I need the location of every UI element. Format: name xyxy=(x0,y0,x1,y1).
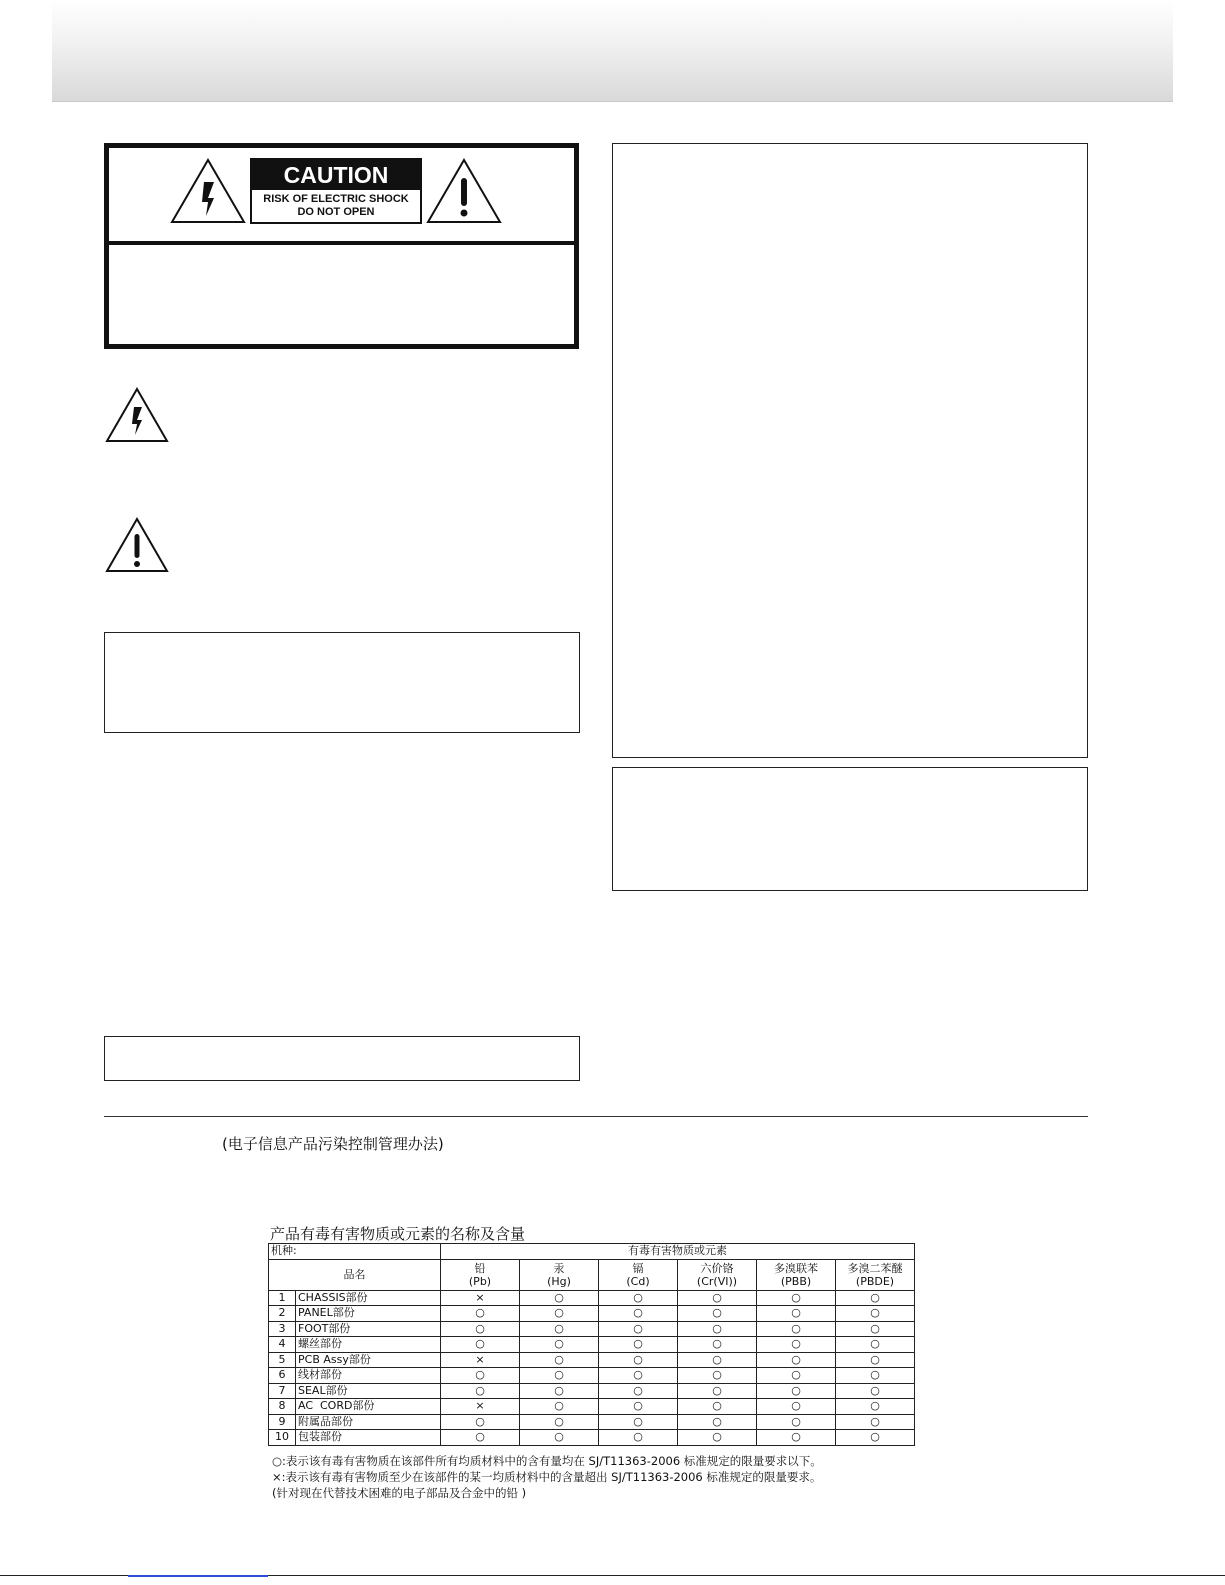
substance-header: 多溴二苯醚 (PBDE) xyxy=(836,1259,915,1290)
substance-mark: ○ xyxy=(678,1368,757,1384)
part-name: FOOT部份 xyxy=(296,1321,441,1337)
substance-mark: ○ xyxy=(599,1337,678,1353)
table-row xyxy=(269,1383,915,1399)
substance-mark: ○ xyxy=(678,1290,757,1306)
lightning-warning-icon xyxy=(170,158,246,224)
substance-mark: ○ xyxy=(678,1383,757,1399)
row-number: 10 xyxy=(269,1430,296,1446)
model-label: 机种: xyxy=(269,1244,441,1260)
exclamation-warning-icon xyxy=(426,158,502,224)
substance-mark: ○ xyxy=(520,1399,599,1415)
row-number: 2 xyxy=(269,1306,296,1322)
substance-header: 汞 (Hg) xyxy=(520,1259,599,1290)
header-band xyxy=(52,0,1173,102)
substance-mark: ○ xyxy=(678,1352,757,1368)
hazard-table-caption: 产品有毒有害物质或元素的名称及含量 xyxy=(270,1225,526,1243)
substance-mark: ○ xyxy=(836,1368,915,1384)
substance-mark: ○ xyxy=(441,1337,520,1353)
substance-mark: ○ xyxy=(441,1383,520,1399)
caution-title: CAUTION xyxy=(252,160,420,190)
substance-mark: ○ xyxy=(599,1306,678,1322)
substance-mark: ○ xyxy=(520,1321,599,1337)
table-row xyxy=(269,1352,915,1368)
substance-mark: ○ xyxy=(599,1352,678,1368)
part-name: 螺丝部份 xyxy=(296,1337,441,1353)
substance-mark: ○ xyxy=(599,1430,678,1446)
substance-mark: ○ xyxy=(836,1383,915,1399)
substance-header: 六价铬 (Cr(VI)) xyxy=(678,1259,757,1290)
substance-mark: × xyxy=(441,1352,520,1368)
row-number: 7 xyxy=(269,1383,296,1399)
substance-mark: ○ xyxy=(599,1368,678,1384)
row-number: 3 xyxy=(269,1321,296,1337)
bottom-link-underline xyxy=(128,1575,268,1577)
substance-mark: ○ xyxy=(836,1290,915,1306)
substance-mark: ○ xyxy=(599,1383,678,1399)
caution-divider xyxy=(104,241,579,245)
substance-mark: ○ xyxy=(441,1306,520,1322)
section-divider xyxy=(104,1116,1088,1117)
substance-mark: ○ xyxy=(599,1399,678,1415)
row-number: 8 xyxy=(269,1399,296,1415)
part-name: 线材部份 xyxy=(296,1368,441,1384)
table-header-row xyxy=(269,1244,915,1260)
substance-mark: ○ xyxy=(757,1414,836,1430)
caution-line-2: DO NOT OPEN xyxy=(297,206,375,218)
substance-mark: ○ xyxy=(678,1414,757,1430)
substance-mark: × xyxy=(441,1399,520,1415)
part-name-header: 品名 xyxy=(269,1259,441,1290)
table-row xyxy=(269,1414,915,1430)
substance-mark: ○ xyxy=(678,1337,757,1353)
row-number: 9 xyxy=(269,1414,296,1430)
notice-box-right xyxy=(612,767,1088,891)
table-row xyxy=(269,1399,915,1415)
lightning-symbol-icon xyxy=(105,387,169,443)
notice-box-small xyxy=(104,1036,580,1081)
table-row xyxy=(269,1290,915,1306)
substance-mark: ○ xyxy=(836,1352,915,1368)
substance-mark: × xyxy=(441,1290,520,1306)
row-number: 6 xyxy=(269,1368,296,1384)
row-number: 5 xyxy=(269,1352,296,1368)
substance-mark: ○ xyxy=(599,1290,678,1306)
substance-mark: ○ xyxy=(836,1321,915,1337)
table-row xyxy=(269,1430,915,1446)
substance-mark: ○ xyxy=(757,1352,836,1368)
substance-mark: ○ xyxy=(757,1383,836,1399)
substance-mark: ○ xyxy=(441,1321,520,1337)
substance-mark: ○ xyxy=(520,1337,599,1353)
substance-mark: ○ xyxy=(520,1383,599,1399)
substance-mark: ○ xyxy=(836,1399,915,1415)
exclamation-symbol-icon xyxy=(105,517,169,573)
row-number: 1 xyxy=(269,1290,296,1306)
substance-group-header: 有毒有害物质或元素 xyxy=(441,1244,915,1260)
part-name: PANEL部份 xyxy=(296,1306,441,1322)
substance-mark: ○ xyxy=(520,1306,599,1322)
table-row xyxy=(269,1306,915,1322)
substance-mark: ○ xyxy=(757,1368,836,1384)
china-law-reference: (电子信息产品污染控制管理办法) xyxy=(222,1135,444,1153)
legend-cross-note: ×:表示该有毒有害物质至少在该部件的某一均质材料中的含量超出 SJ/T11363-2006 标准规定的限量要求。 xyxy=(272,1470,822,1484)
lead-exemption-note: (针对现在代替技术困难的电子部品及合金中的铅 ) xyxy=(272,1486,527,1500)
substance-mark: ○ xyxy=(757,1337,836,1353)
substance-mark: ○ xyxy=(836,1306,915,1322)
substance-mark: ○ xyxy=(836,1430,915,1446)
substance-mark: ○ xyxy=(441,1414,520,1430)
substance-header: 镉 (Cd) xyxy=(599,1259,678,1290)
substance-mark: ○ xyxy=(678,1321,757,1337)
substance-mark: ○ xyxy=(757,1306,836,1322)
substance-mark: ○ xyxy=(678,1306,757,1322)
part-name: AC CORD部份 xyxy=(296,1399,441,1415)
substance-mark: ○ xyxy=(441,1368,520,1384)
substance-mark: ○ xyxy=(757,1430,836,1446)
substance-mark: ○ xyxy=(520,1414,599,1430)
legend-circle-note: ○:表示该有毒有害物质在该部件所有均质材料中的含有量均在 SJ/T11363-2006 标准规定的限量要求以下。 xyxy=(272,1454,822,1468)
substance-mark: ○ xyxy=(678,1430,757,1446)
substance-header: 多溴联苯 (PBB) xyxy=(757,1259,836,1290)
substance-mark: ○ xyxy=(520,1290,599,1306)
substance-mark: ○ xyxy=(757,1399,836,1415)
row-number: 4 xyxy=(269,1337,296,1353)
substance-mark: ○ xyxy=(441,1430,520,1446)
hazard-substance-table xyxy=(268,1243,915,1446)
part-name: CHASSIS部份 xyxy=(296,1290,441,1306)
part-name: SEAL部份 xyxy=(296,1383,441,1399)
substance-mark: ○ xyxy=(599,1321,678,1337)
table-subheader-row xyxy=(269,1259,915,1290)
substance-mark: ○ xyxy=(520,1430,599,1446)
instructions-box xyxy=(612,143,1088,758)
substance-mark: ○ xyxy=(520,1352,599,1368)
part-name: 包装部份 xyxy=(296,1430,441,1446)
substance-mark: ○ xyxy=(836,1414,915,1430)
substance-mark: ○ xyxy=(678,1399,757,1415)
part-name: PCB Assy部份 xyxy=(296,1352,441,1368)
part-name: 附属品部份 xyxy=(296,1414,441,1430)
substance-mark: ○ xyxy=(836,1337,915,1353)
substance-header: 铅 (Pb) xyxy=(441,1259,520,1290)
substance-mark: ○ xyxy=(599,1414,678,1430)
notice-box xyxy=(104,632,580,733)
substance-mark: ○ xyxy=(757,1321,836,1337)
substance-mark: ○ xyxy=(757,1290,836,1306)
table-row xyxy=(269,1368,915,1384)
caution-line-1: RISK OF ELECTRIC SHOCK xyxy=(263,193,409,205)
table-row xyxy=(269,1337,915,1353)
table-row xyxy=(269,1321,915,1337)
substance-mark: ○ xyxy=(520,1368,599,1384)
